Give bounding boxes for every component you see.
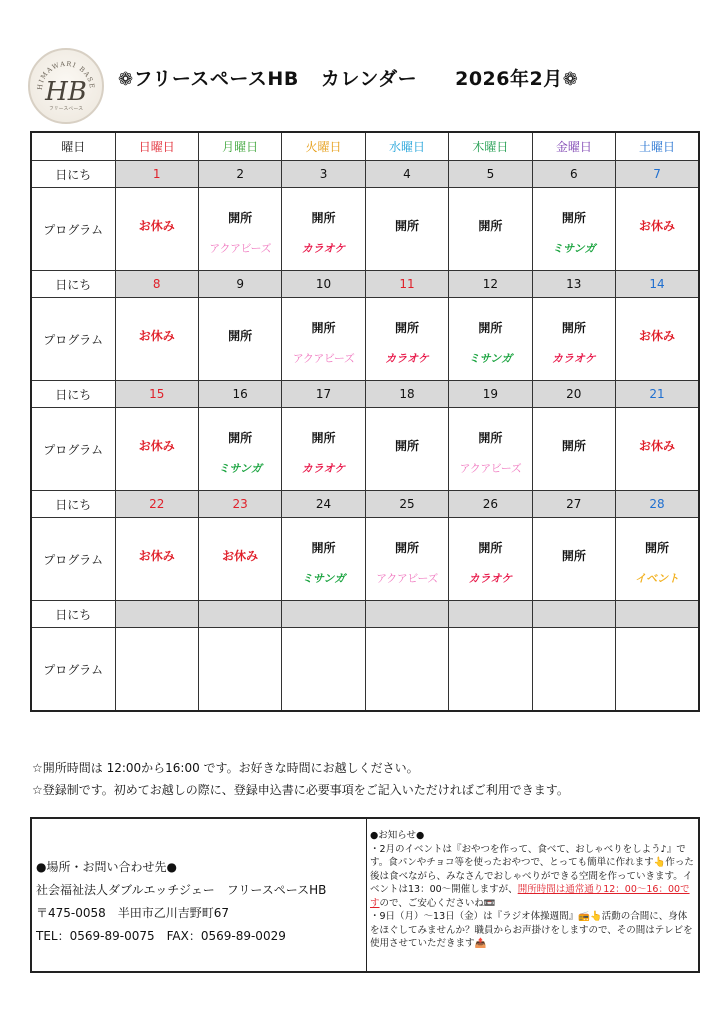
program-cell bbox=[532, 408, 615, 491]
program-cell bbox=[282, 628, 365, 712]
title-calendar: カレンダー bbox=[320, 68, 418, 90]
program-label: プログラム bbox=[31, 298, 115, 381]
program-cell bbox=[365, 628, 448, 712]
date-cell: 13 bbox=[532, 271, 615, 298]
program-cell bbox=[282, 408, 365, 491]
program-row bbox=[31, 628, 699, 712]
date-cell: 10 bbox=[282, 271, 365, 298]
open-status: 開所 bbox=[311, 210, 336, 225]
open-status: 開所 bbox=[394, 218, 419, 233]
open-status: お休み bbox=[138, 438, 175, 453]
date-label: 日にち bbox=[31, 491, 115, 518]
news-item-event bbox=[370, 843, 696, 911]
weekday-6: 土曜日 bbox=[616, 132, 699, 161]
program-cell bbox=[532, 518, 615, 601]
date-label: 日にち bbox=[31, 381, 115, 408]
open-status: 開所 bbox=[394, 320, 419, 335]
weekday-5: 金曜日 bbox=[532, 132, 615, 161]
program-cell bbox=[365, 188, 448, 271]
open-status: 開所 bbox=[561, 210, 586, 225]
news-heading: ●お知らせ● bbox=[370, 830, 425, 841]
calendar-table bbox=[30, 131, 700, 712]
date-cell: 14 bbox=[616, 271, 699, 298]
program-cell bbox=[115, 628, 198, 712]
date-label: 日にち bbox=[31, 271, 115, 298]
weekday-label: 曜日 bbox=[31, 132, 115, 161]
date-cell: 18 bbox=[365, 381, 448, 408]
open-status: お休み bbox=[639, 328, 676, 343]
program-name: ミサンガ bbox=[468, 351, 513, 365]
notes bbox=[32, 757, 569, 801]
date-cell: 12 bbox=[449, 271, 532, 298]
contact-heading: ●場所・お問い合わせ先● bbox=[36, 860, 177, 874]
date-cell bbox=[365, 601, 448, 628]
date-cell bbox=[532, 601, 615, 628]
open-status: 開所 bbox=[311, 430, 336, 445]
program-name: イベント bbox=[635, 571, 680, 585]
date-cell: 19 bbox=[449, 381, 532, 408]
date-row bbox=[31, 381, 699, 408]
open-status: 開所 bbox=[228, 210, 253, 225]
program-name: カラオケ bbox=[301, 461, 346, 475]
program-cell bbox=[282, 518, 365, 601]
open-status: 開所 bbox=[561, 548, 586, 563]
open-status: 開所 bbox=[394, 438, 419, 453]
news-item-radio: ・9日（月）～13日（金）は『ラジオ体操週間』📻👆活動の合間に、身体をほぐしてみませんか？職員からお声掛けをしますので、その間はテレビを使用させていただきます📤 bbox=[370, 911, 693, 949]
date-cell bbox=[198, 601, 281, 628]
date-cell: 11 bbox=[365, 271, 448, 298]
date-cell: 28 bbox=[616, 491, 699, 518]
program-cell bbox=[198, 628, 281, 712]
date-cell: 1 bbox=[115, 161, 198, 188]
date-cell: 2 bbox=[198, 161, 281, 188]
program-label: プログラム bbox=[31, 408, 115, 491]
program-cell bbox=[532, 298, 615, 381]
program-row bbox=[31, 408, 699, 491]
title-month: 2026年2月 bbox=[455, 68, 563, 90]
weekday-header-row bbox=[31, 132, 699, 161]
date-cell: 15 bbox=[115, 381, 198, 408]
note-hours: ☆開所時間は 12:00から16:00 です。お好きな時間にお越しください。 bbox=[32, 761, 419, 775]
program-cell bbox=[616, 518, 699, 601]
date-cell bbox=[282, 601, 365, 628]
program-name: ミサンガ bbox=[218, 461, 262, 475]
date-cell bbox=[115, 601, 198, 628]
program-name: アクアビーズ bbox=[209, 241, 271, 255]
open-status: 開所 bbox=[645, 540, 670, 555]
open-status: 開所 bbox=[561, 438, 586, 453]
program-name: カラオケ bbox=[551, 351, 596, 365]
contact-info bbox=[32, 819, 367, 971]
date-cell bbox=[616, 601, 699, 628]
org-name: 社会福祉法人ダブルエッチジェー フリースペースHB bbox=[36, 883, 327, 897]
date-cell: 23 bbox=[198, 491, 281, 518]
date-row bbox=[31, 601, 699, 628]
page-title bbox=[118, 64, 638, 94]
program-cell bbox=[198, 408, 281, 491]
news-hours-highlight: 開所時間は通常通り12：00～16：00です bbox=[370, 884, 690, 909]
note-registration: ☆登録制です。初めてお越しの際に、登録申込書に必要事項をご記入いただければご利用できます。 bbox=[32, 783, 569, 797]
program-cell bbox=[282, 188, 365, 271]
program-cell bbox=[616, 408, 699, 491]
logo-ring-text: HIMAWARI BASE bbox=[35, 59, 97, 91]
program-cell bbox=[532, 188, 615, 271]
open-status: 開所 bbox=[311, 540, 336, 555]
program-cell bbox=[198, 518, 281, 601]
date-cell: 4 bbox=[365, 161, 448, 188]
open-status: 開所 bbox=[478, 320, 503, 335]
date-cell: 20 bbox=[532, 381, 615, 408]
date-row bbox=[31, 161, 699, 188]
date-cell: 21 bbox=[616, 381, 699, 408]
date-cell: 26 bbox=[449, 491, 532, 518]
logo-monogram: HB bbox=[45, 77, 87, 107]
date-cell bbox=[449, 601, 532, 628]
date-cell: 17 bbox=[282, 381, 365, 408]
program-cell bbox=[198, 188, 281, 271]
program-row bbox=[31, 188, 699, 271]
date-cell: 22 bbox=[115, 491, 198, 518]
date-cell: 8 bbox=[115, 271, 198, 298]
flower-icon: ❁ bbox=[562, 69, 579, 90]
date-cell: 3 bbox=[282, 161, 365, 188]
weekday-0: 日曜日 bbox=[115, 132, 198, 161]
phone-fax: TEL：0569-89-0075 FAX：0569-89-0029 bbox=[36, 929, 286, 943]
open-status: お休み bbox=[138, 548, 175, 563]
program-label: プログラム bbox=[31, 188, 115, 271]
date-cell: 7 bbox=[616, 161, 699, 188]
program-cell bbox=[616, 628, 699, 712]
date-cell: 16 bbox=[198, 381, 281, 408]
program-name: ミサンガ bbox=[301, 571, 346, 585]
open-status: お休み bbox=[138, 218, 175, 233]
program-cell bbox=[449, 518, 532, 601]
program-cell bbox=[449, 408, 532, 491]
open-status: 開所 bbox=[394, 540, 419, 555]
program-cell bbox=[198, 298, 281, 381]
program-cell bbox=[616, 188, 699, 271]
program-cell bbox=[282, 298, 365, 381]
program-cell bbox=[115, 408, 198, 491]
date-cell: 5 bbox=[449, 161, 532, 188]
address: 〒475-0058 半田市乙川吉野町67 bbox=[36, 906, 230, 920]
date-cell: 6 bbox=[532, 161, 615, 188]
date-label: 日にち bbox=[31, 601, 115, 628]
program-label: プログラム bbox=[31, 628, 115, 712]
program-name: アクアビーズ bbox=[376, 571, 438, 585]
program-cell bbox=[115, 518, 198, 601]
program-cell bbox=[365, 518, 448, 601]
date-cell: 9 bbox=[198, 271, 281, 298]
program-name: カラオケ bbox=[385, 351, 429, 365]
weekday-3: 水曜日 bbox=[365, 132, 448, 161]
weekday-4: 木曜日 bbox=[449, 132, 532, 161]
logo-emblem bbox=[30, 50, 102, 122]
program-cell bbox=[449, 188, 532, 271]
footer-box bbox=[30, 817, 700, 973]
open-status: お休み bbox=[639, 438, 676, 453]
open-status: 開所 bbox=[228, 430, 253, 445]
program-name: ミサンガ bbox=[552, 241, 596, 255]
program-name: カラオケ bbox=[301, 241, 346, 255]
open-status: 開所 bbox=[478, 218, 503, 233]
title-name: フリースペースHB bbox=[133, 68, 299, 90]
news-event-end: ので、ご安心くださいね📼 bbox=[379, 897, 496, 909]
date-cell: 24 bbox=[282, 491, 365, 518]
news-event-text: ・2月のイベントは『おやつを作って、食べて、おしゃべりをしよう♪』です。食パンやチョコ等を使ったおやつで、とっても簡単に作れます👆作った後は食べながら、みなさんでおしゃべりができる空間を作っていきます。イベントは13：00～開催しますが、 bbox=[370, 843, 694, 895]
open-status: 開所 bbox=[311, 320, 336, 335]
flower-icon: ❁ bbox=[118, 69, 134, 90]
program-name: アクアビーズ bbox=[292, 351, 355, 365]
open-status: 開所 bbox=[478, 540, 503, 555]
program-cell bbox=[532, 628, 615, 712]
program-cell bbox=[616, 298, 699, 381]
program-cell bbox=[449, 628, 532, 712]
logo-sub: フリースペース bbox=[48, 106, 84, 112]
program-cell bbox=[365, 408, 448, 491]
open-status: お休み bbox=[639, 218, 676, 233]
open-status: 開所 bbox=[228, 328, 253, 343]
weekday-2: 火曜日 bbox=[282, 132, 365, 161]
program-label: プログラム bbox=[31, 518, 115, 601]
open-status: お休み bbox=[222, 548, 259, 563]
open-status: 開所 bbox=[561, 320, 586, 335]
weekday-1: 月曜日 bbox=[198, 132, 281, 161]
program-cell bbox=[115, 188, 198, 271]
logo bbox=[28, 48, 104, 124]
date-label: 日にち bbox=[31, 161, 115, 188]
date-row bbox=[31, 491, 699, 518]
date-cell: 27 bbox=[532, 491, 615, 518]
open-status: 開所 bbox=[478, 430, 503, 445]
program-cell bbox=[115, 298, 198, 381]
program-cell bbox=[449, 298, 532, 381]
program-name: カラオケ bbox=[468, 571, 513, 585]
open-status: お休み bbox=[138, 328, 175, 343]
date-row bbox=[31, 271, 699, 298]
date-cell: 25 bbox=[365, 491, 448, 518]
program-cell bbox=[365, 298, 448, 381]
news-box bbox=[367, 819, 698, 971]
program-row bbox=[31, 518, 699, 601]
program-name: アクアビーズ bbox=[459, 461, 522, 475]
program-row bbox=[31, 298, 699, 381]
